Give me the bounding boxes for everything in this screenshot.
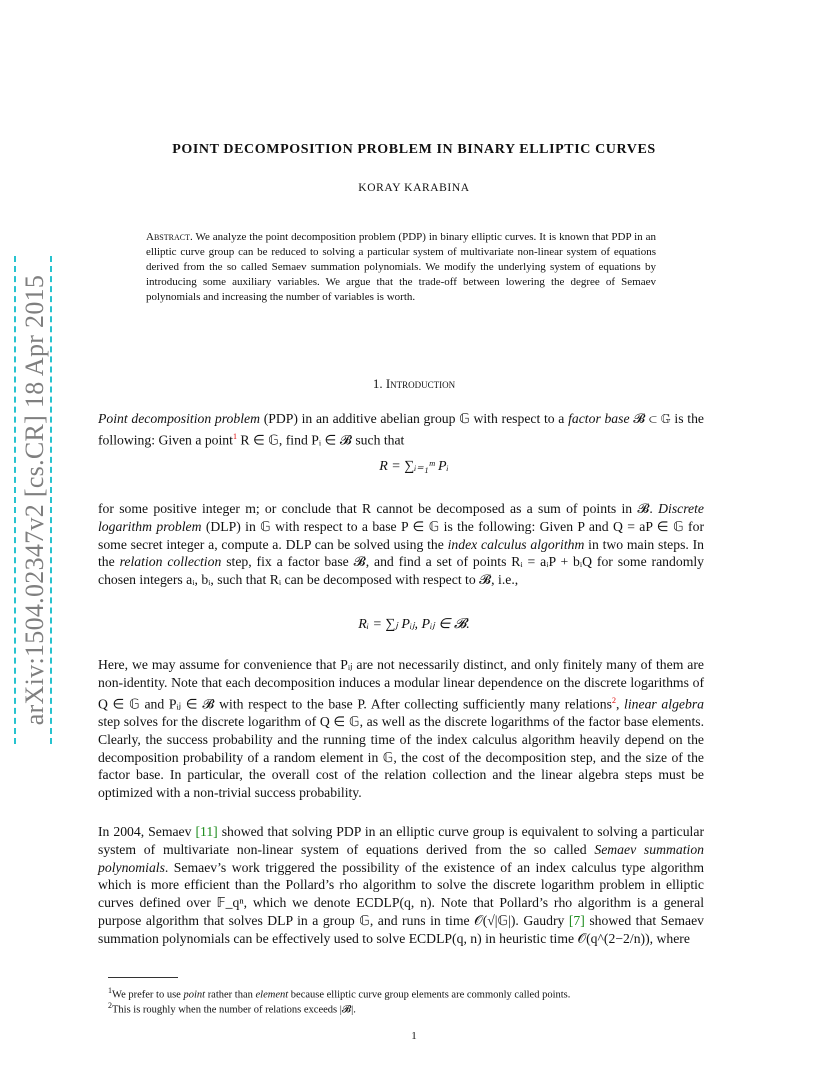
text: showed that solving PDP in an elliptic curve group is equivalent to solving a particular system of multivariate non-linear system of equations derived from the so called — [98, 824, 704, 857]
text: Here, we may assume for convenience that Pᵢⱼ are not necessarily distinct, and only finitely many of them are non-identity. Note that each decomposition induces a modular linear dependence on the discrete logarithms of Q ∈ 𝔾 and Pᵢⱼ ∈ 𝓑 with respect to the base P. After collecting sufficiently many relations — [98, 657, 704, 712]
citation-11[interactable]: [11] — [195, 824, 218, 839]
term-index-calculus: index calculus algorithm — [447, 536, 585, 552]
section-number: 1. — [372, 376, 383, 391]
text: (DLP) in 𝔾 with respect to a base P ∈ 𝔾 is the following: Given P and Q = aP ∈ 𝔾 for some secret integer a, compute a. DLP can be solved using the — [98, 518, 705, 552]
text: rather than — [205, 989, 256, 1001]
paragraph-pdp — [98, 410, 704, 449]
footnote-rule — [108, 977, 178, 978]
text: 𝓑 ⊂ 𝔾 is the following: Given a point — [98, 411, 704, 448]
text: , — [615, 696, 625, 712]
paper-title: POINT DECOMPOSITION PROBLEM IN BINARY ELLIPTIC CURVES — [172, 142, 656, 157]
equation-1: R = ∑ᵢ₌₁ᵐ Pᵢ — [379, 459, 449, 474]
term-pdp: Point decomposition problem — [98, 411, 260, 426]
paragraph-relations — [98, 656, 704, 802]
text: This is roughly when the number of relations exceeds |𝓑|. — [112, 1004, 356, 1016]
text: because elliptic curve group elements are commonly called points. — [288, 989, 571, 1001]
arxiv-identifier-text: arXiv:1504.02347v2 [cs.CR] 18 Apr 2015 — [20, 274, 49, 726]
text: element — [255, 989, 289, 1001]
paragraph-dlp — [98, 500, 704, 589]
text: We prefer to use — [112, 989, 184, 1001]
equation-2: Rᵢ = ∑ⱼ Pᵢⱼ, Pᵢⱼ ∈ 𝓑. — [358, 617, 470, 632]
abstract — [146, 230, 656, 305]
text: R ∈ 𝔾, find Pᵢ ∈ 𝓑 such that — [236, 432, 405, 448]
text: step, fix a factor base 𝓑, and find a set of points Rᵢ = aᵢP + bᵢQ for some randomly chosen integers aᵢ, bᵢ, such that Rᵢ can be decomposed with respect to 𝓑, i.e., — [98, 554, 704, 588]
term-factor-base: factor base — [568, 411, 630, 426]
term-relation-collection: relation collection — [119, 554, 222, 570]
paragraph-semaev — [98, 823, 704, 948]
text: for some positive integer m; or conclude that R cannot be decomposed as a sum of points in 𝓑. — [98, 501, 659, 516]
footnote-link-2[interactable]: 2 — [611, 695, 616, 705]
footnote-mark: 1 — [108, 986, 112, 995]
author-name: KORAY KARABINA — [358, 182, 470, 194]
section-heading — [0, 376, 828, 392]
abstract-text: We analyze the point decomposition problem (PDP) in binary elliptic curves. It is known that PDP in an elliptic curve group can be reduced to solving a particular system of multivariate non-linear system of equations derived from the so called Semaev summation polynomials. We modify the underlying system of equations by introducing some auxiliary variables. We argue that the trade-off between lowering the degree of Semaev polynomials and increasing the number of variables is worth. — [146, 231, 656, 303]
citation-7[interactable]: [7] — [568, 912, 585, 928]
text: In 2004, Semaev — [98, 824, 196, 839]
section-title: Introduction — [385, 376, 456, 391]
term-linear-algebra: linear algebra — [624, 696, 704, 712]
term-semaev-polynomials: Semaev summation polynomials — [98, 841, 705, 875]
term-dlp: Discrete logarithm problem — [98, 501, 704, 534]
footnote-mark: 2 — [108, 1001, 112, 1010]
text: in two main steps. In the — [98, 536, 705, 570]
footnote-link-1[interactable]: 1 — [232, 431, 237, 441]
arxiv-identifier — [22, 260, 48, 740]
text: showed that Semaev summation polynomials can be effectively used to solve ECDLP(q, n) in heuristic time 𝒪(q^(2−2/n)), where — [98, 912, 704, 946]
text: step solves for the discrete logarithm of Q ∈ 𝔾, as well as the discrete logarithms of the factor base elements. Clearly, the success probability and the running time of the index calculus algorithm heavily depend on the decomposition probability of a random element in 𝔾, the cost of the decomposition step, and the size of the factor base. In particular, the overall cost of the relation collection and the linear algebra steps must be optimized with a non-trivial success probability. — [98, 713, 704, 801]
footnote-2 — [108, 999, 708, 1018]
abstract-label: Abstract. — [146, 231, 193, 243]
text: (PDP) in an additive abelian group 𝔾 with respect to a — [260, 411, 569, 426]
text: point — [183, 989, 206, 1001]
text: . Semaev’s work triggered the possibility of the existence of an index calculus type algorithm which is more efficient than the Pollard’s rho algorithm to solve the discrete logarithm problem in elliptic curves defined over 𝔽_qⁿ, which we denote ECDLP(q, n). Note that Pollard’s rho algorithm is a general purpose algorithm that solves DLP in a group 𝔾, and runs in time 𝒪(√|𝔾|). Gaudry — [98, 859, 704, 928]
page-number: 1 — [411, 1030, 417, 1042]
